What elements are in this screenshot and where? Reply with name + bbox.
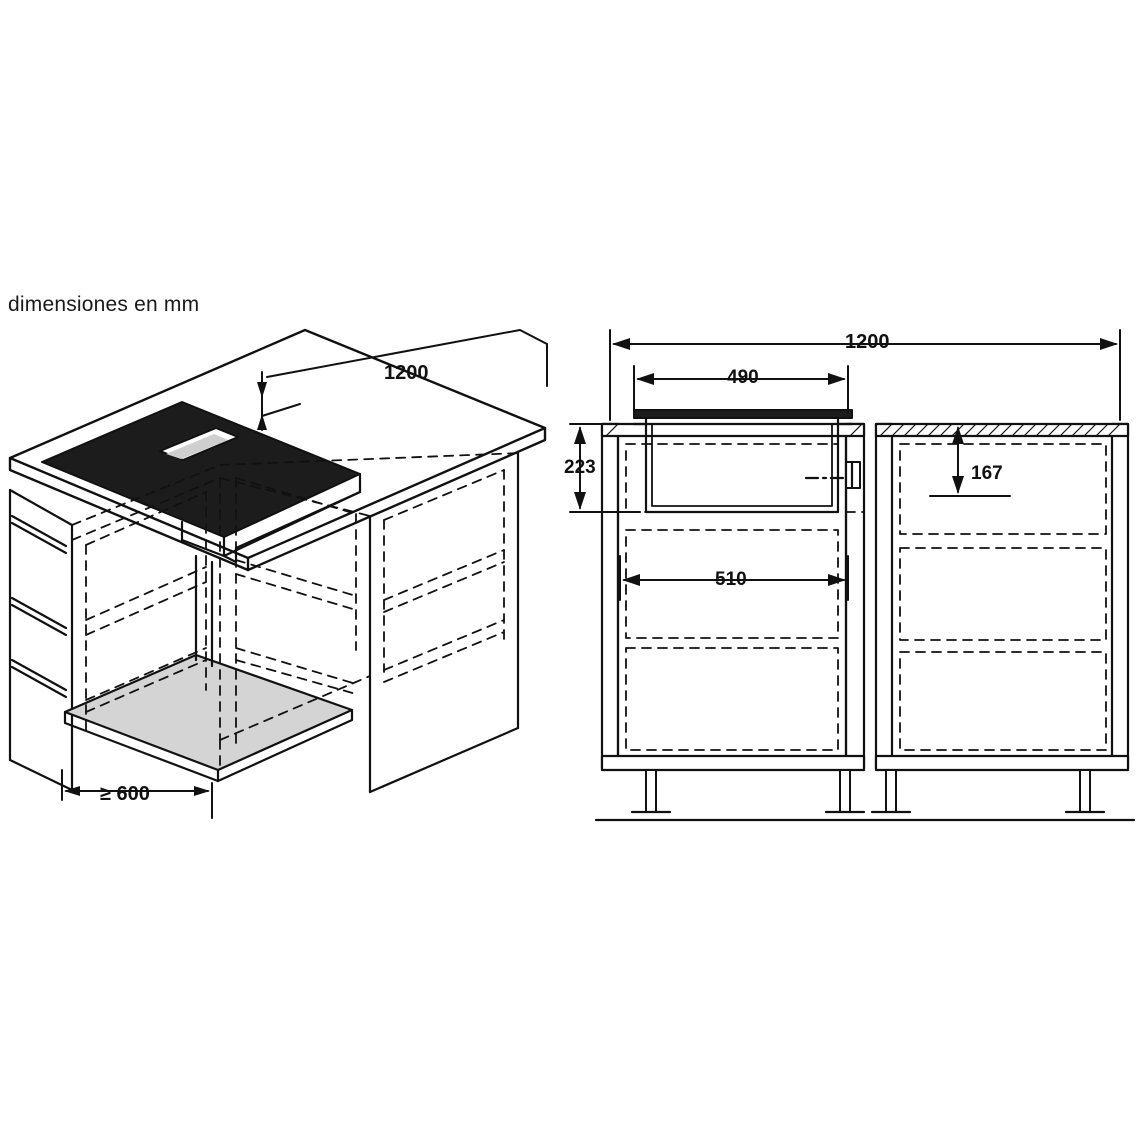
dim-label-min-clearance: ≥ 600 (100, 783, 150, 805)
dim-label-width-left: 1200 (384, 362, 429, 384)
diagram-caption: dimensiones en mm (8, 293, 200, 316)
right-section-drawing (596, 410, 1134, 820)
dim-label-inner-height: 167 (971, 463, 1003, 484)
dim-label-cutout-width: 490 (727, 367, 759, 388)
dim-label-lower-width: 510 (715, 569, 747, 590)
dim-label-height: 223 (564, 457, 596, 478)
dim-label-cabinet-width: 1200 (845, 331, 890, 353)
left-perspective-drawing (10, 330, 545, 792)
